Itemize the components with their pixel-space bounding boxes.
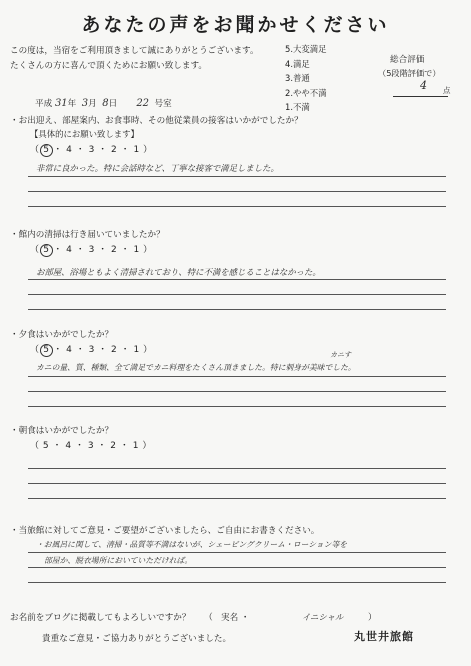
blog-consent-text: お名前をブログに掲載してもよろしいですか？ [10,613,191,623]
question-service-sub: 【具体的にお願い致します】 [30,129,139,139]
feedback-prompt: ・当旅館に対してご意見・ご要望がございましたら、ご自由にお書きください。 [10,526,320,536]
date-year[interactable]: 31 [54,98,68,109]
rating-cleaning[interactable]: （ 5 ・ 4 ・ 3 ・ 2 ・ 1 ） [30,245,153,255]
intro-line: たくさんの方に喜んで頂くためにお願い致します。 [10,61,207,71]
rating-option-4[interactable]: 4 [65,441,72,451]
answer-line [28,279,446,280]
scale-item: 1.不満 [285,102,310,113]
rating-service[interactable]: （ 5 ・ 4 ・ 3 ・ 2 ・ 1 ） [30,145,153,155]
feedback-line[interactable]: ・お風呂に関して、清掃・品質等不満はないが、シェービングクリーム・ローション等を [36,540,348,549]
question-breakfast: ・朝食はいかがでしたか？ [10,426,114,436]
rating-option-4[interactable]: 4 [66,345,73,355]
comment-cleaning[interactable]: お部屋、浴場ともよく清掃されており、特に不満を感じることはなかった。 [36,267,321,277]
rating-option-4[interactable]: 4 [66,145,73,155]
blog-option-initial[interactable]: イニシャル [302,612,344,622]
date-day[interactable]: 8 [102,98,109,109]
inn-name: 丸世井旅館 [354,630,414,643]
question-dinner: ・夕食はいかがでしたか？ [10,330,114,340]
overall-evaluation-subtitle: （5段階評価で） [378,68,441,78]
rating-option-5[interactable]: 5 [40,244,53,257]
answer-line [28,191,446,192]
comment-service[interactable]: 非常に良かった。特に会話時など、丁寧な接客で満足しました。 [36,163,279,173]
rating-option-5[interactable]: 5 [40,144,53,157]
blog-open-paren: （ [204,613,213,623]
blog-close-paren: ） [368,613,377,623]
overall-evaluation-title: 総合評価 [390,55,425,65]
comment-dinner-note: カニす [330,351,351,359]
rating-option-1[interactable]: 1 [133,245,140,255]
rating-option-4[interactable]: 4 [66,245,73,255]
answer-line [28,309,446,310]
rating-option-1[interactable]: 1 [133,145,140,155]
form-title: あなたの声をお聞かせください [81,14,390,36]
answer-line [28,483,446,484]
question-cleaning: ・館内の清掃は行き届いていましたか？ [10,230,165,240]
intro-text [10,44,290,74]
overall-score-field[interactable] [393,79,451,97]
scale-item: 4.満足 [285,58,310,69]
scale-item: 3.普通 [285,73,310,84]
date-month[interactable]: 3 [81,98,89,109]
overall-score-value: 4 [420,79,427,92]
rating-breakfast[interactable]: （ 5 ・ 4 ・ 3 ・ 2 ・ 1 ） [30,441,152,451]
answer-line [28,206,446,207]
scale-item: 2.やや不満 [285,87,327,98]
answer-line [28,406,446,407]
rating-option-5[interactable]: 5 [40,344,53,357]
rating-scale-legend [285,42,327,115]
answer-line [28,498,446,499]
answer-line [28,376,446,377]
feedback-line[interactable]: 部屋か、脱衣場所においていただければ。 [44,556,193,565]
answer-line [28,468,446,469]
date-day-label: 日 [108,99,118,109]
rating-dinner[interactable]: （ 5 ・ 4 ・ 3 ・ 2 ・ 1 ） [30,345,153,355]
rating-option-1[interactable]: 1 [133,345,140,355]
overall-score-unit: 点 [443,86,451,95]
answer-line [28,582,446,583]
answer-line [28,294,446,295]
date-line [35,97,172,109]
rating-option-1[interactable]: 1 [132,441,139,451]
scale-item: 5.大変満足 [285,44,327,54]
question-service: ・お出迎え、部屋案内、お食事時、その他従業員の接客はいかがでしたか？ [10,116,303,126]
thanks-text: 貴重なご意見・ご協力ありがとうございました。 [42,634,232,644]
rating-option-3[interactable]: 3 [88,245,95,255]
comment-dinner[interactable]: カニの量、質、種類、全て満足でカニ料理をたくさん頂きました。特に刺身が美味でした。 [36,363,356,372]
rating-option-3[interactable]: 3 [87,441,95,451]
rating-option-3[interactable]: 3 [88,145,95,155]
date-year-label: 年 [67,99,77,109]
room-number[interactable]: 22 [136,98,150,109]
rating-option-3[interactable]: 3 [88,345,95,355]
intro-line: この度は，当宿をご利用頂きまして誠にありがとうございます。 [10,46,259,56]
blog-option-separator: ・ [240,613,250,623]
answer-line [28,552,446,553]
date-era: 平成 [35,99,53,109]
answer-line [28,567,446,568]
rating-option-2[interactable]: 2 [111,245,118,255]
blog-consent-question [10,611,250,623]
answer-line [28,176,446,177]
blog-option-realname[interactable]: 実名 [220,613,239,623]
rating-option-2[interactable]: 2 [111,345,118,355]
room-label: 号室 [154,99,172,109]
rating-option-2[interactable]: 2 [110,441,117,451]
rating-option-5[interactable]: 5 [42,441,50,451]
answer-line [28,391,446,392]
date-month-label: 月 [88,99,97,109]
rating-option-2[interactable]: 2 [111,145,118,155]
